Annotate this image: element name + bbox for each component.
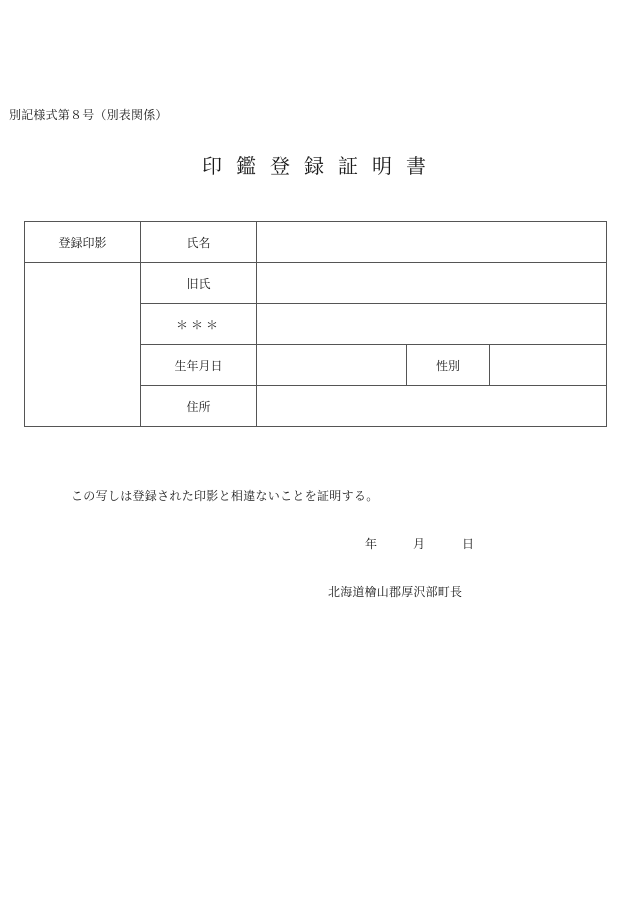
masked-label: ＊＊＊ [141,304,257,345]
former-name-value [257,263,607,304]
certificate-table [24,221,607,427]
address-label: 住所 [141,386,257,427]
date-month: 月 [413,537,426,551]
birthdate-value [257,345,407,386]
seal-impression-area [25,263,141,427]
issuer-name: 北海道檜山郡厚沢部町長 [328,585,463,599]
gender-label: 性別 [407,345,490,386]
former-name-label: 旧氏 [141,263,257,304]
name-value [257,222,607,263]
name-label: 氏名 [141,222,257,263]
table-row-name [25,222,607,263]
date-day: 日 [462,537,475,551]
address-value [257,386,607,427]
document-title: 印鑑登録証明書 [202,154,440,178]
certification-statement: この写しは登録された印影と相違ないことを証明する。 [71,489,379,503]
masked-value [257,304,607,345]
form-number: 別記様式第８号（別表関係） [9,108,168,122]
gender-value [490,345,607,386]
seal-label: 登録印影 [25,222,141,263]
table-row-former-name [25,263,607,304]
birthdate-label: 生年月日 [141,345,257,386]
date-year: 年 [365,537,378,551]
